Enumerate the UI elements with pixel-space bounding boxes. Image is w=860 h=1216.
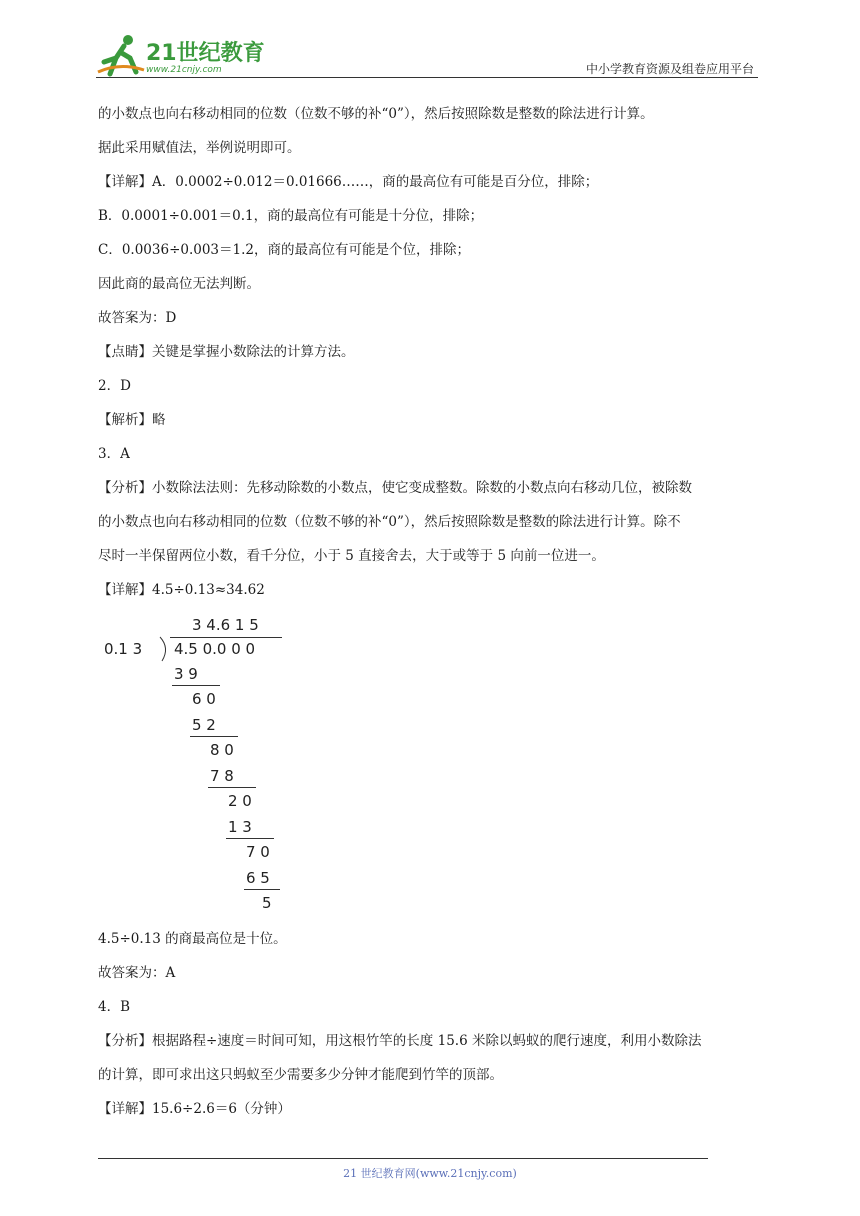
dividend: 4.5 0.0 0 0 (174, 640, 256, 658)
text-line: 【详解】4.5÷0.13≈34.62 (98, 582, 265, 598)
text-line: 尽时一半保留两位小数，看千分位，小于 5 直接舍去，大于或等于 5 向前一位进一。 (98, 548, 605, 564)
header-divider (96, 77, 758, 78)
long-division (100, 610, 300, 920)
text-line: 的计算，即可求出这只蚂蚁至少需要多少分钟才能爬到竹竿的顶部。 (98, 1067, 503, 1083)
step-line (244, 889, 280, 890)
division-bar (170, 637, 282, 638)
step-line (190, 736, 238, 737)
answer-line: 故答案为：D (98, 310, 177, 326)
text-line: 【详解】A．0.0002÷0.012＝0.01666……，商的最高位有可能是百分位，排除； (98, 174, 599, 190)
step-product: 5 2 (192, 716, 216, 734)
step-remainder: 6 0 (192, 690, 216, 708)
step-line (172, 685, 220, 686)
step-product: 7 8 (210, 767, 234, 785)
text-line: 因此商的最高位无法判断。 (98, 276, 260, 292)
logo (96, 32, 266, 78)
logo-text: 21世纪教育 (146, 41, 265, 66)
platform-name: 中小学教育资源及组卷应用平台 (585, 62, 754, 76)
step-remainder: 8 0 (210, 741, 234, 759)
step-line (226, 838, 274, 839)
step-product: 6 5 (246, 869, 270, 887)
text-line: 【点睛】关键是掌握小数除法的计算方法。 (98, 344, 355, 360)
page-footer: 21 世纪教育网(www.21cnjy.com) (343, 1167, 517, 1180)
quotient: 3 4.6 1 5 (192, 616, 259, 634)
text-line: 【分析】根据路程÷速度＝时间可知，用这根竹竿的长度 15.6 米除以蚂蚁的爬行速度，利用小数除法 (98, 1033, 702, 1049)
question-number: 4．B (98, 999, 131, 1015)
page-header (96, 30, 758, 82)
text-line: 据此采用赋值法，举例说明即可。 (98, 140, 301, 156)
text-line: 【详解】15.6÷2.6＝6（分钟） (98, 1101, 291, 1117)
step-product: 3 9 (174, 665, 198, 683)
answer-line: 故答案为：A (98, 965, 176, 981)
footer-divider (98, 1158, 708, 1159)
text-line: 【分析】小数除法法则：先移动除数的小数点，使它变成整数。除数的小数点向右移动几位，被除数 (98, 480, 692, 496)
question-number: 3．A (98, 446, 130, 462)
runner-logo-icon (96, 32, 146, 78)
logo-subtext: www.21cnjy.com (146, 65, 222, 75)
step-remainder: 7 0 (246, 843, 270, 861)
text-line: 4.5÷0.13 的商最高位是十位。 (98, 931, 287, 947)
division-bracket (158, 636, 172, 662)
final-remainder: 5 (262, 894, 272, 912)
text-line: 的小数点也向右移动相同的位数（位数不够的补“0”），然后按照除数是整数的除法进行计算。除不 (98, 514, 681, 530)
text-line: B．0.0001÷0.001＝0.1，商的最高位有可能是十分位，排除； (98, 208, 484, 224)
step-product: 1 3 (228, 818, 252, 836)
question-number: 2．D (98, 378, 131, 394)
text-line: 【解析】略 (98, 412, 166, 428)
step-line (208, 787, 256, 788)
step-remainder: 2 0 (228, 792, 252, 810)
text-line: C．0.0036÷0.003＝1.2，商的最高位有可能是个位，排除； (98, 242, 470, 258)
text-line: 的小数点也向右移动相同的位数（位数不够的补“0”），然后按照除数是整数的除法进行计算。 (98, 106, 654, 122)
divisor: 0.1 3 (104, 640, 143, 658)
